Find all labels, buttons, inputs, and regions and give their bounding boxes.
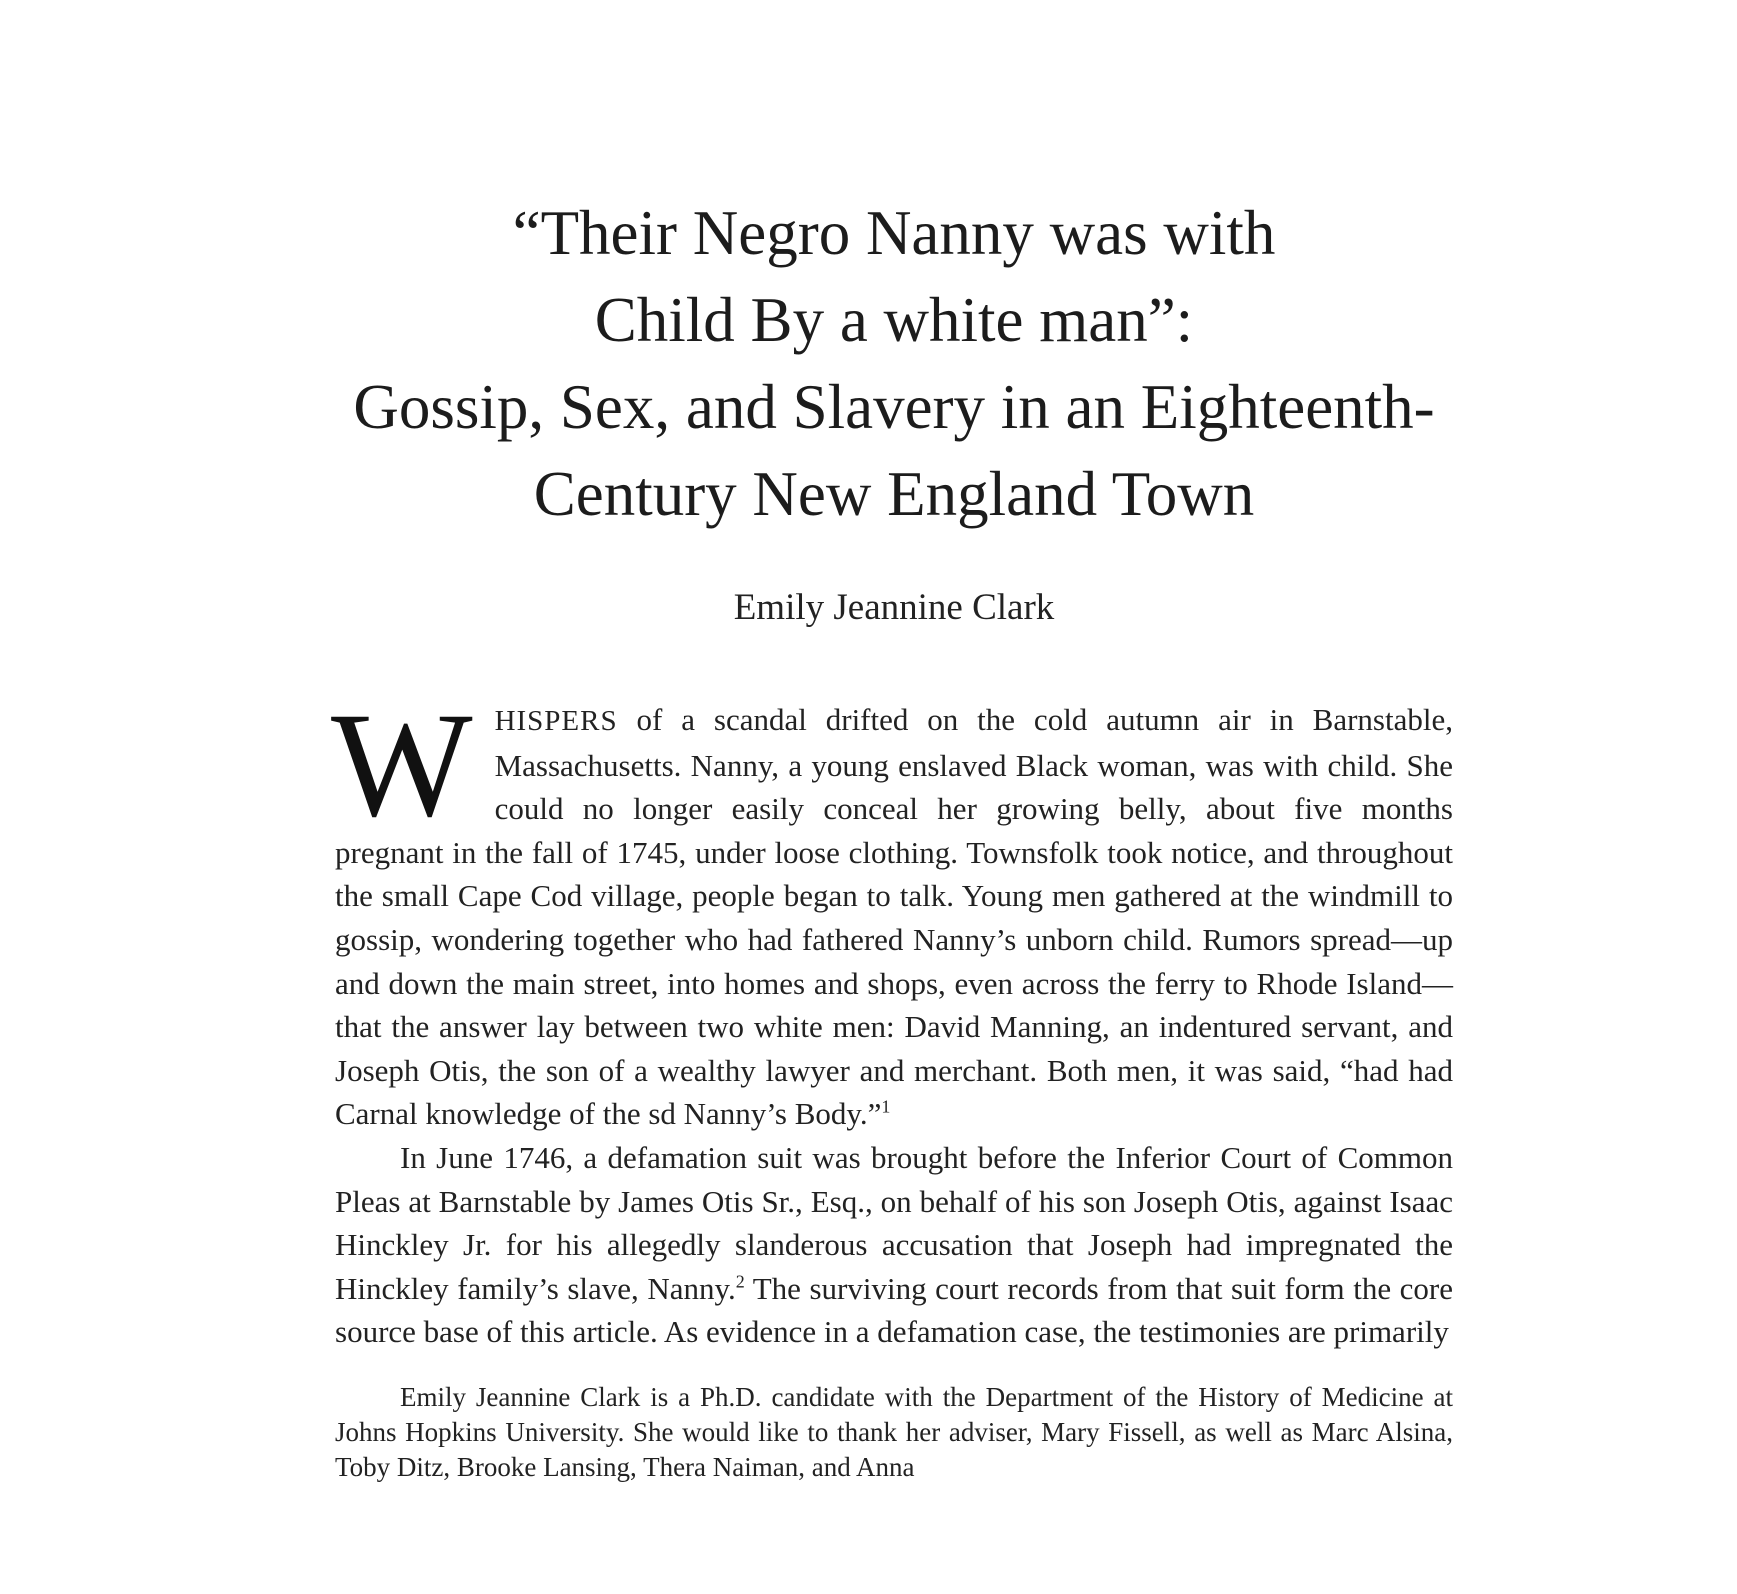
author-footnote: Emily Jeannine Clark is a Ph.D. candidate with the Department of the History of Medicine at Johns Hopkins University. She would like to thank her adviser, Mary Fissell, as well as Marc Alsina, Toby Ditz, Brooke Lansing, Thera Naiman, and Anna bbox=[335, 1381, 1453, 1482]
article-author: Emily Jeannine Clark bbox=[733, 587, 1055, 628]
paragraph-2 bbox=[335, 1136, 1453, 1354]
footnote-ref-2: 2 bbox=[735, 1271, 745, 1292]
footnote-ref-1: 1 bbox=[881, 1097, 891, 1118]
article-title bbox=[335, 190, 1453, 538]
title-line-4: Century New England Town bbox=[533, 459, 1255, 529]
article-body bbox=[331, 682, 1453, 1354]
title-line-1: “Their Negro Nanny was with bbox=[512, 198, 1276, 268]
paragraph-1-text: of a scandal drifted on the cold autumn air in Barnstable, Massachusetts. Nanny, a young enslaved Black woman, was with child. She could no longer easily conceal her growing belly, about five months pregnant in the fall of 1745, under loose clothing. Townsfolk took notice, and throughout the small Cape Cod village, people began to talk. Young men gathered at the windmill to gossip, wondering together who had fathered Nanny’s unborn child. Rumors spread—up and down the main street, into homes and shops, even across the ferry to Rhode Island—that the answer lay between two white men: David Manning, an indentured servant, and Joseph Otis, the son of a wealthy lawyer and merchant. Both men, it was said, “had had Carnal knowledge of the sd Nanny’s Body.” bbox=[335, 702, 1453, 1132]
first-word: HISPERS bbox=[494, 705, 618, 737]
paragraph-1 bbox=[331, 682, 1453, 1136]
article-page bbox=[331, 190, 1453, 1485]
paragraph-2-continued: The surviving court records from that suit form the core source base of this article. As evidence in a defamation case, the testimonies are primarily bbox=[335, 1270, 1453, 1350]
paragraph-2-text: In June 1746, a defamation suit was brought before the Inferior Court of Common Pleas at Barnstable by James Otis Sr., Esq., on behalf of his son Joseph Otis, against Isaac Hinckley Jr. for his allegedly slanderous accusation that Joseph had impregnated the Hinckley family’s slave, Nanny. bbox=[335, 1139, 1453, 1306]
title-line-3: Gossip, Sex, and Slavery in an Eighteenth- bbox=[353, 372, 1435, 442]
title-line-2: Child By a white man”: bbox=[594, 285, 1194, 355]
drop-cap: W bbox=[331, 682, 473, 848]
